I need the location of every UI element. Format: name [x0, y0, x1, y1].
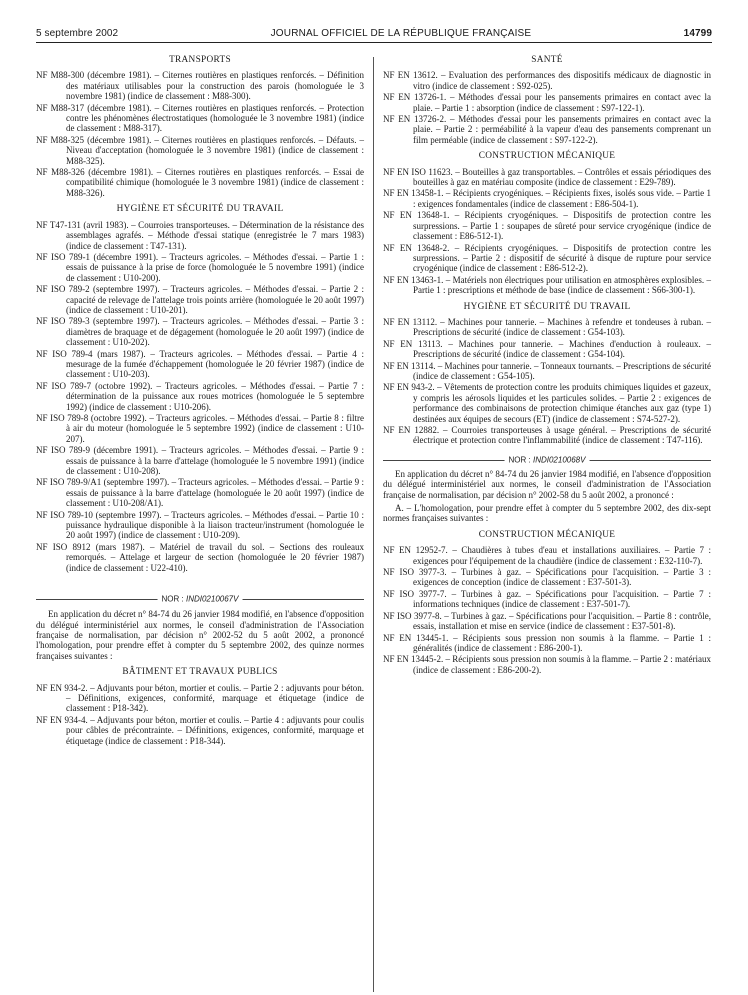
standard-entry: [383, 92, 711, 113]
standard-code: NF EN 13726-2.: [383, 114, 447, 125]
standard-description: (septembre 1997). – Tracteurs agricoles. – Méthodes d'essai. – Partie 3 : diamètres de braquage et de dégagement (homologuée le 20 août 1997) (indice de classement : U10-202).: [66, 316, 364, 348]
standard-description: – Récipients sous pression non soumis à la flamme. – Partie 2 : matériaux (indice de classement : E86-200-2).: [413, 654, 712, 675]
left-s1-list: [36, 70, 364, 198]
standard-entry: [383, 339, 711, 360]
standard-description: – Turbines à gaz. – Spécifications pour l'acquisition. – Partie 3 : exigences de conception (indice de classement : E37-501-3).: [413, 567, 712, 588]
standard-code: NF EN 13612.: [383, 70, 438, 81]
standard-code: NF ISO 789-2: [36, 284, 90, 295]
standard-code: NF EN 13648-2.: [383, 242, 450, 253]
standard-entry: [36, 252, 364, 283]
homologation-paragraph: A. – L'homologation, pour prendre effet à compter du 5 septembre 2002, des dix-sept normes françaises suivantes :: [383, 503, 711, 524]
standard-entry: [36, 715, 364, 746]
standard-entry: [36, 381, 364, 412]
page-header: [36, 28, 712, 43]
standard-entry: [383, 210, 711, 241]
left-s3-list: [36, 683, 364, 746]
standard-description: – Turbines à gaz. – Spécifications pour l'acquisition. – Partie 7 : informations techniques (indice de classement : E37-501-7).: [413, 588, 712, 610]
standard-code: NF M88-326: [36, 167, 85, 178]
standard-description: (octobre 1992). – Tracteurs agricoles. – Méthodes d'essai. – Partie 8 : filtre à air du moteur (homologuée le 5 septembre 1992) (indice de classement : U10-207).: [66, 413, 365, 444]
standard-code: NF T47-131: [36, 219, 81, 230]
standard-code: NF M88-300: [36, 70, 85, 81]
standard-description: (septembre 1997). – Tracteurs agricoles. – Méthodes d'essai. – Partie 10 : puissance hydraulique disponible à la liaison tracteur/instrument (homologuée le 20 août 1997) (indice de classement : U10-209).: [66, 509, 364, 541]
standard-entry: [383, 114, 711, 145]
standard-entry: [36, 103, 364, 134]
right-s4-list: [383, 545, 711, 675]
nor-code-right: INDI0210068V: [532, 455, 586, 465]
section-title-hygiene-right: HYGIÈNE ET SÉCURITÉ DU TRAVAIL: [463, 301, 631, 312]
nor-code: INDI0210067V: [185, 594, 239, 604]
section-title-hygiene: HYGIÈNE ET SÉCURITÉ DU TRAVAIL: [116, 204, 284, 215]
right-column: [374, 55, 711, 995]
standard-description: (mars 1987). – Matériel de travail du sol. – Sections des rouleaux remorqués. – Attelage et largeur de section (homologuée le 20 février 1987) (indice de classement : U22-410).: [66, 541, 364, 573]
standard-entry: [36, 542, 364, 573]
standard-description: (décembre 1981). – Citernes routières en plastiques renforcés. – Essai de compatibilité chimique (homologuée le 3 novembre 1981) (indice de classement : M88-326).: [66, 167, 364, 198]
header-date: 5 septembre 2002: [36, 28, 119, 39]
section-title-construction-mecanique: CONSTRUCTION MÉCANIQUE: [478, 151, 616, 162]
nor-divider-right: [383, 455, 711, 465]
nor-reference: [158, 594, 243, 604]
standard-description: – Récipients cryogéniques. – Dispositifs de protection contre les surpressions. – Partie 2 : dispositif de sécurité à disque de rupture pour service cryogénique (indice de classement : E86-512-2).: [413, 242, 712, 274]
standard-description: – Méthodes d'essai pour les pansements primaires en contact avec la plaie. – Partie 2 : perméabilité à la vapeur d'eau des pansements comprenant un film perméable (indice de classement : S97-122-2).: [413, 114, 712, 145]
standard-entry: [36, 70, 364, 101]
standard-entry: [36, 445, 364, 476]
standard-description: – Récipients cryogéniques. – Récipients fixes, isolés sous vide. – Partie 1 : exigences fondamentales (indice de classement : E86-504-1).: [413, 188, 712, 209]
columns: [36, 55, 712, 995]
standard-entry: [383, 589, 711, 610]
standard-entry: [36, 284, 364, 315]
standard-description: – Matériels non électriques pour utilisation en atmosphères explosibles. – Partie 1 : prescriptions et méthode de base (indice de classement : S66-300-1).: [413, 274, 712, 296]
standard-entry: [383, 382, 711, 424]
standard-code: NF ISO 789-9/A1: [36, 477, 102, 488]
standard-description: – Adjuvants pour béton, mortier et coulis. – Partie 2 : adjuvants pour béton. – Définitions, exigences, conformité, marquage et étiquetage (indice de classement : P18-342).: [66, 682, 365, 714]
section-title-construction-mecanique-2: CONSTRUCTION MÉCANIQUE: [478, 529, 616, 540]
standard-description: – Turbines à gaz. – Spécifications pour l'acquisition. – Partie 8 : contrôle, essais, installation et mise en service (indice de classement : E37-501-8).: [413, 610, 712, 632]
standard-code: NF EN 13648-1.: [383, 210, 450, 221]
decree-paragraph-right: En application du décret n° 84-74 du 26 janvier 1984 modifié, en l'absence d'opposition du délégué interministériel aux normes, le conseil d'administration de l'Association française de normalisation, par décision n° 2002-58 du 5 août 2002, a prononcé :: [383, 468, 711, 500]
standard-code: NF EN 13458-1.: [383, 188, 444, 199]
standard-entry: [383, 425, 711, 446]
standard-description: (décembre 1981). – Citernes routières en plastiques renforcés. – Défauts. – Niveau d'acceptation (homologuée le 3 novembre 1981) (indice de classement : M88-325).: [66, 134, 365, 166]
decree-paragraph: En application du décret n° 84-74 du 26 janvier 1984 modifié, en l'absence d'opposition du délégué interministériel aux normes, le conseil d'administration de l'Association française de normalisation, par décision n° 2002-52 du 5 août 2002, a prononcé l'homologation, pour prendre effet à compter du 5 septembre 2002, des quinze normes françaises suivantes :: [36, 609, 364, 661]
left-s2-list: [36, 220, 364, 573]
section-title-transports: TRANSPORTS: [169, 55, 231, 65]
standard-entry: [36, 477, 364, 508]
standard-description: (septembre 1997). – Tracteurs agricoles. – Méthodes d'essai. – Partie 2 : capacité de relevage de l'attelage trois points arrière (homologuée le 20 août 1997) (indice de classement : U10-201).: [66, 284, 364, 315]
standard-code: NF ISO 789-9: [36, 445, 90, 456]
standard-entry: [383, 654, 711, 675]
standard-entry: [383, 188, 711, 209]
standard-code: NF M88-317: [36, 102, 85, 113]
standard-entry: [36, 510, 364, 541]
standard-description: – Bouteilles à gaz transportables. – Contrôles et essais périodiques des bouteilles à gaz en matériau composite (indice de classement : E29-789).: [413, 166, 712, 188]
standard-description: (décembre 1981). – Citernes routières en plastiques renforcés. – Protection contre les phénomènes électrostatiques (homologuée le 3 novembre 1981) (indice de classement : M88-317).: [66, 102, 364, 134]
standard-code: NF EN 934-2.: [36, 682, 88, 693]
standard-description: – Machines pour tannerie. – Tonneaux tournants. – Prescriptions de sécurité (indice de classement : G54-105).: [413, 360, 711, 381]
standard-entry: [383, 243, 711, 274]
nor-divider: [36, 594, 364, 604]
standard-code: NF EN 13112.: [383, 316, 438, 327]
standard-description: – Récipients cryogéniques. – Dispositifs de protection contre les surpressions. – Partie 1 : soupapes de sûreté pour service cryogénique (indice de classement : E86-512-1).: [413, 210, 712, 242]
standard-entry: [36, 316, 364, 347]
standard-description: – Machines pour tannerie. – Machines à refendre et tondeuses à ruban. – Prescriptions de sécurité (indice de classement : G54-103).: [413, 316, 711, 338]
standard-entry: [383, 70, 711, 91]
standard-entry: [383, 167, 711, 188]
standard-entry: [383, 633, 711, 654]
standard-code: NF ISO 789-1: [36, 251, 90, 262]
standard-code: NF ISO 3977-7.: [383, 588, 447, 599]
standard-description: – Vêtements de protection contre les produits chimiques liquides et gazeux, y compris les aérosols liquides et les particules solides. – Partie 2 : exigences de performance des combinaisons de protection chimique étanches aux gaz (type 1) destinées aux équipes de secours (ET) (indice de classement : S74-527-2).: [413, 382, 712, 424]
standard-description: – Adjuvants pour béton, mortier et coulis. – Partie 4 : adjuvants pour coulis pour câbles de précontrainte. – Définitions, exigences, conformité, marquage et étiquetage (indice de classement : P18-344).: [66, 714, 365, 746]
standard-description: – Récipients sous pression non soumis à la flamme. – Partie 1 : généralités (indice de classement : E86-200-1).: [413, 632, 712, 653]
standard-description: – Evaluation des performances des dispositifs médicaux de diagnostic in vitro (indice de classement : S92-025).: [413, 70, 711, 91]
standard-description: (septembre 1997). – Tracteurs agricoles. – Méthodes d'essai. – Partie 9 : essais de puissance à la barre d'attelage (homologuée le 20 août 1997) (indice de classement : U10-208/A1).: [66, 477, 364, 509]
standard-code: NF EN 934-4.: [36, 714, 88, 725]
standard-code: NF ISO 789-3: [36, 316, 90, 327]
standard-entry: [383, 275, 711, 296]
standard-code: NF EN 13114.: [383, 360, 436, 371]
standard-entry: [36, 220, 364, 251]
standard-entry: [36, 349, 364, 380]
standard-description: (mars 1987). – Tracteurs agricoles. – Méthodes d'essai. – Partie 4 : mesurage de la fumée d'échappement (homologuée le 20 février 1987) (indice de classement : U10-203).: [66, 348, 365, 380]
standard-entry: [36, 167, 364, 198]
header-page-number: 14799: [683, 28, 712, 39]
standard-entry: [383, 361, 711, 382]
standard-entry: [383, 611, 711, 632]
standard-code: NF EN 13445-2.: [383, 654, 444, 665]
standard-description: – Courroies transporteuses à usage général. – Prescriptions de sécurité électrique et protection contre l'inflammabilité (indice de classement : T47-116).: [413, 425, 711, 446]
standard-entry: [36, 135, 364, 166]
standard-description: (décembre 1991). – Tracteurs agricoles. – Méthodes d'essai. – Partie 1 : essais de puissance à la prise de force (homologuée le 5 novembre 1991) (indice de classement : U10-200).: [66, 251, 365, 283]
standard-code: NF EN 12882.: [383, 425, 440, 435]
standard-code: NF ISO 789-4: [36, 348, 93, 359]
standard-description: – Méthodes d'essai pour les pansements primaires en contact avec la plaie. – Partie 1 : absorption (indice de classement : S97-122-1).: [413, 92, 712, 113]
standard-code: NF ISO 3977-3.: [383, 567, 447, 578]
standard-code: NF ISO 789-7: [36, 380, 92, 391]
standard-entry: [36, 413, 364, 444]
standard-entry: [383, 317, 711, 338]
standard-code: NF EN 13113.: [383, 338, 443, 349]
left-column: [36, 55, 373, 995]
nor-reference-right: [505, 455, 590, 465]
standard-code: NF ISO 789-10: [36, 509, 93, 520]
standard-description: (octobre 1992). – Tracteurs agricoles. – Méthodes d'essai. – Partie 7 : détermination de la puissance aux roues motrices (homologuée le 5 septembre 1992) (indice de classement : U10-206).: [66, 380, 364, 412]
standard-entry: [383, 567, 711, 588]
standard-code: NF M88-325: [36, 134, 85, 145]
right-s2-list: [383, 167, 711, 296]
nor-prefix: NOR :: [161, 594, 186, 604]
standard-description: – Chaudières à tubes d'eau et installations auxiliaires. – Partie 7 : exigences pour l'équipement de la chaudière (indice de classement : E32-110-7).: [413, 545, 711, 566]
standard-code: NF EN ISO 11623.: [383, 166, 453, 177]
standard-code: NF EN 12952-7.: [383, 545, 448, 556]
standard-description: – Machines pour tannerie. – Machines d'enduction à rouleaux. – Prescriptions de sécurité (indice de classement : G54-104).: [413, 338, 711, 360]
standard-description: (décembre 1991). – Tracteurs agricoles. – Méthodes d'essai. – Partie 9 : essais de puissance à la barre d'attelage (homologuée le 5 novembre 1991) (indice de classement : U10-208).: [66, 445, 365, 477]
right-s3-list: [383, 317, 711, 446]
standard-entry: [383, 545, 711, 566]
standard-entry: [36, 683, 364, 714]
section-title-batiment: BÂTIMENT ET TRAVAUX PUBLICS: [122, 667, 278, 678]
right-s1-list: [383, 70, 711, 145]
section-title-sante: SANTÉ: [531, 55, 563, 65]
standard-description: (avril 1983). – Courroies transporteuses. – Détermination de la résistance des assemblages agrafés. – Méthode d'essai statique (enregistrée le 7 mars 1983) (indice de classement : T47-131).: [66, 219, 365, 251]
standard-code: NF EN 13445-1.: [383, 632, 449, 643]
standard-code: NF EN 13463-1.: [383, 274, 444, 285]
standard-code: NF ISO 8912: [36, 541, 91, 552]
standard-code: NF EN 13726-1.: [383, 92, 447, 103]
nor-prefix-right: NOR :: [508, 455, 533, 465]
standard-code: NF ISO 789-8: [36, 413, 89, 423]
standard-code: NF EN 943-2.: [383, 382, 435, 393]
header-journal-title: JOURNAL OFFICIEL DE LA RÉPUBLIQUE FRANÇAISE: [270, 28, 532, 39]
standard-description: (décembre 1981). – Citernes routières en plastiques renforcés. – Définition des matériaux utilisables pour la construction des parois (homologuée le 3 novembre 1981) (indice de classement : M88-300).: [66, 70, 364, 102]
standard-code: NF ISO 3977-8.: [383, 610, 442, 621]
